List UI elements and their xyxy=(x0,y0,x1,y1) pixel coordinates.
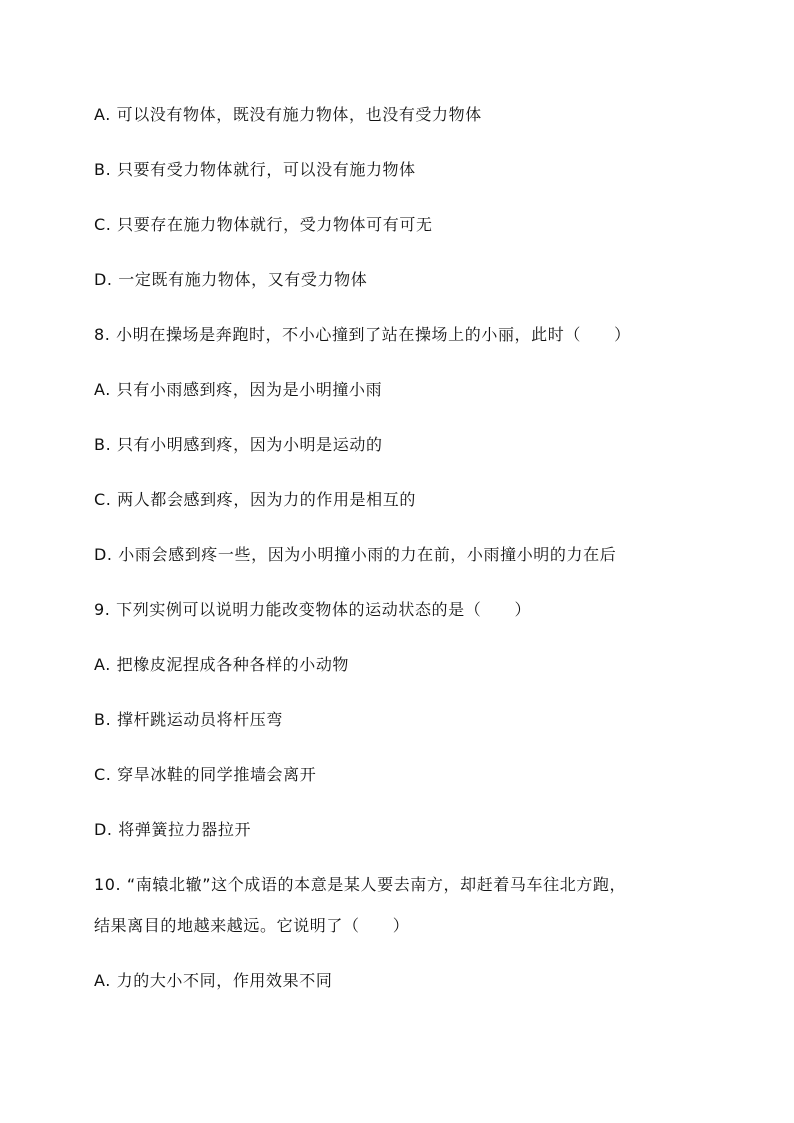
q8-question: 8. 小明在操场是奔跑时，不小心撞到了站在操场上的小丽，此时（ ） xyxy=(94,325,631,344)
q7-option-b: B. 只要有受力物体就行，可以没有施力物体 xyxy=(94,160,416,179)
q9-option-c: C. 穿旱冰鞋的同学推墙会离开 xyxy=(94,765,317,784)
q7-option-c: C. 只要存在施力物体就行，受力物体可有可无 xyxy=(94,215,433,234)
q10-question-line1: 10. “南辕北辙”这个成语的本意是某人要去南方，却赶着马车往北方跑， xyxy=(94,875,627,894)
q9-option-b: B. 撑杆跳运动员将杆压弯 xyxy=(94,710,283,729)
q8-option-c: C. 两人都会感到疼，因为力的作用是相互的 xyxy=(94,490,416,509)
q9-question: 9. 下列实例可以说明力能改变物体的运动状态的是（ ） xyxy=(94,600,532,619)
q8-option-d: D. 小雨会感到疼一些，因为小明撞小雨的力在前，小雨撞小明的力在后 xyxy=(94,545,617,564)
q8-option-b: B. 只有小明感到疼，因为小明是运动的 xyxy=(94,435,383,454)
q7-option-d: D. 一定既有施力物体，又有受力物体 xyxy=(94,270,368,289)
q10-option-a: A. 力的大小不同，作用效果不同 xyxy=(94,971,333,990)
q9-option-d: D. 将弹簧拉力器拉开 xyxy=(94,820,252,839)
q9-option-a: A. 把橡皮泥捏成各种各样的小动物 xyxy=(94,655,350,674)
q8-option-a: A. 只有小雨感到疼，因为是小明撞小雨 xyxy=(94,380,383,399)
q10-question-line2: 结果离目的地越来越远。它说明了（ ） xyxy=(94,916,410,935)
q7-option-a: A. 可以没有物体，既没有施力物体，也没有受力物体 xyxy=(94,105,482,124)
